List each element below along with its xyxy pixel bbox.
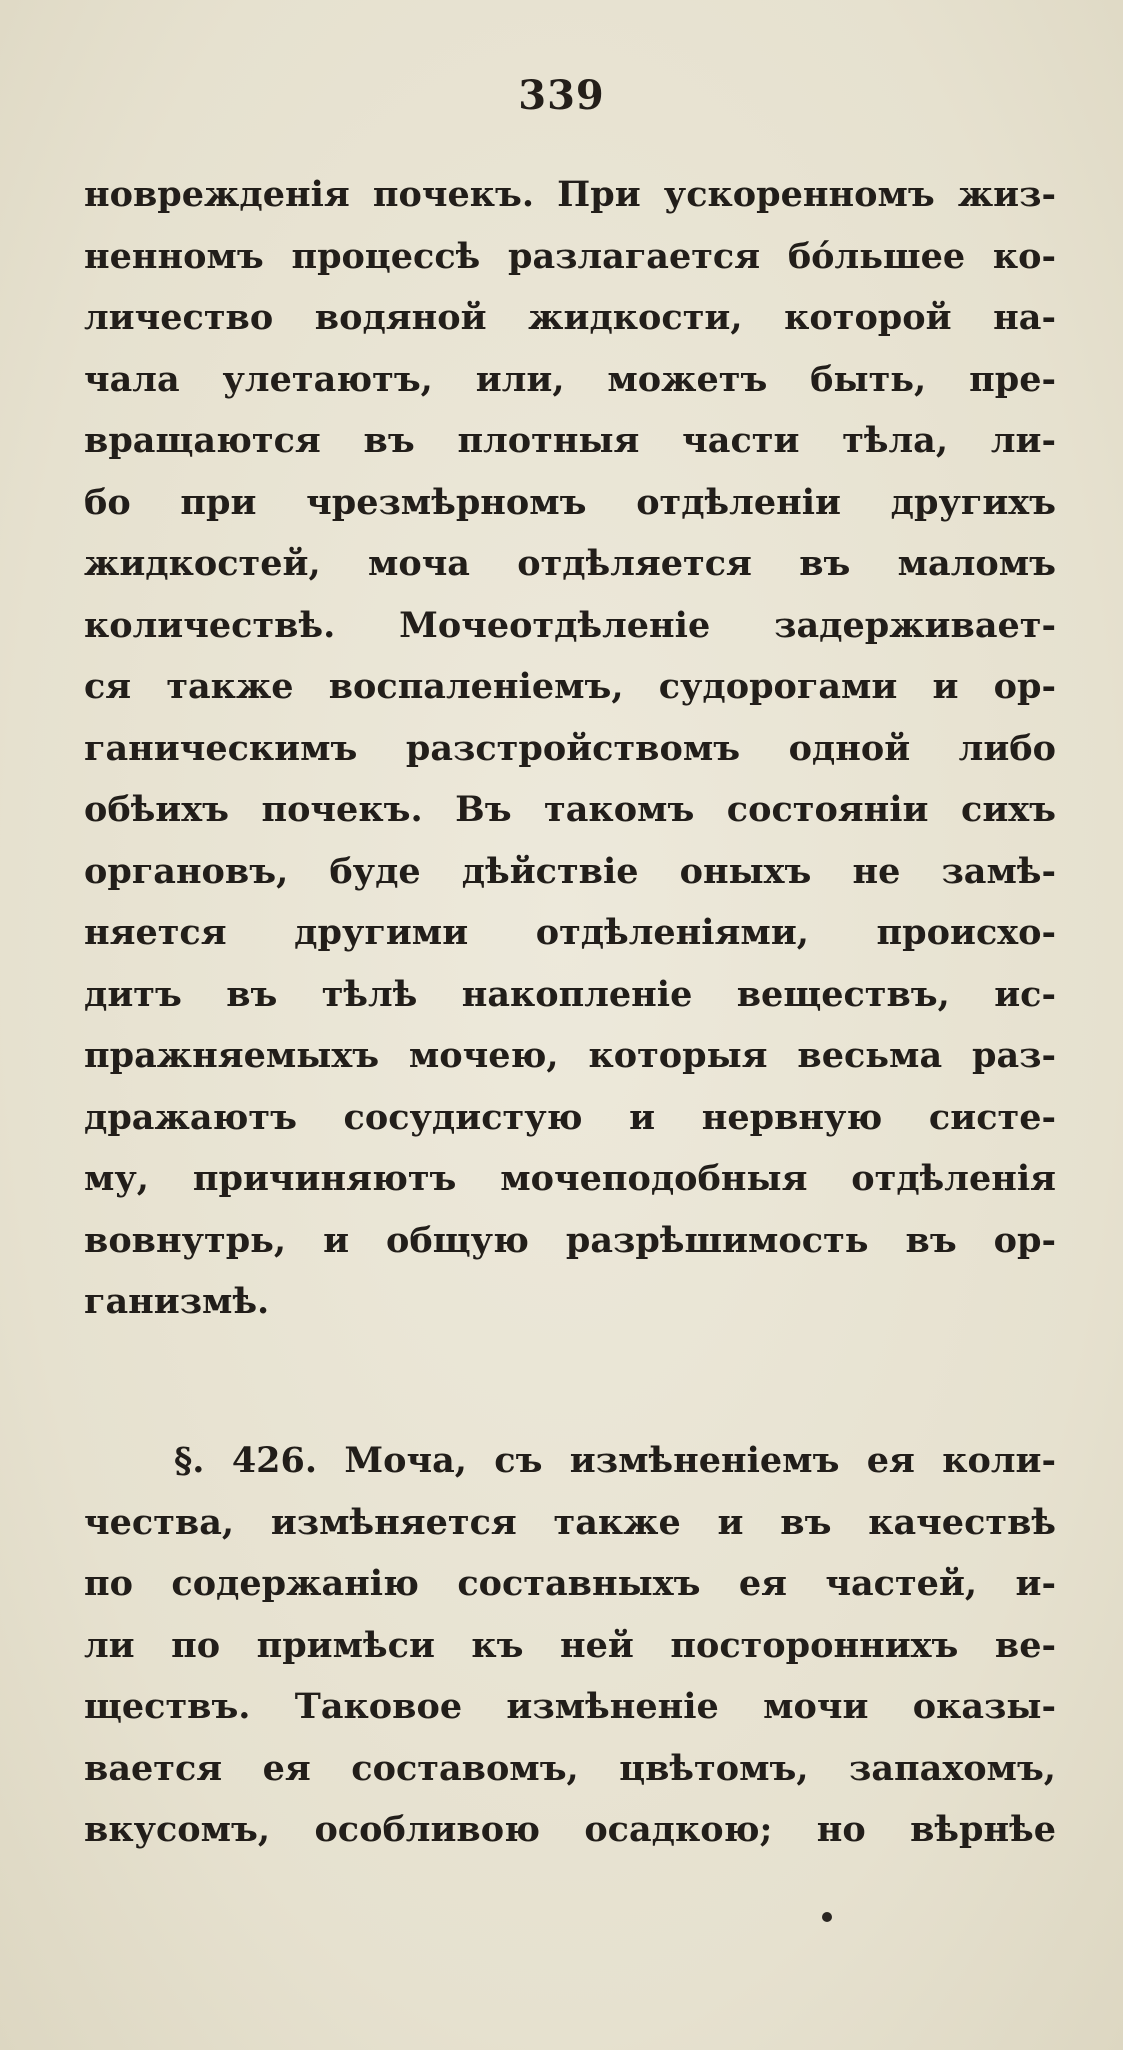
text-line: пражняемыхъ мочею, которыя весьма раз-: [84, 1035, 1056, 1076]
text-line: дитъ въ тѣлѣ накопленіе веществъ, ис-: [84, 973, 1056, 1015]
text-line: чества, измѣняется также и въ качествѣ: [84, 1501, 1056, 1543]
text-line: вовнутрь, и общую разрѣшимость въ ор-: [84, 1219, 1056, 1261]
text-line: ли по примѣси къ ней постороннихъ ве-: [84, 1624, 1056, 1666]
text-line: вается ея составомъ, цвѣтомъ, запахомъ,: [84, 1747, 1056, 1789]
text-line: бо при чрезмѣрномъ отдѣленіи другихъ: [84, 481, 1056, 523]
text-line: по содержанію составныхъ ея частей, и-: [84, 1563, 1056, 1604]
text-line: количествѣ. Мочеотдѣленіе задерживает-: [84, 604, 1056, 646]
text-line: вращаются въ плотныя части тѣла, ли-: [84, 420, 1056, 461]
text-line: жидкостей, моча отдѣляется въ маломъ: [84, 543, 1056, 584]
text-line: обѣихъ почекъ. Въ такомъ состояніи сихъ: [84, 789, 1056, 830]
text-line: няется другими отдѣленіями, происхо-: [84, 912, 1056, 953]
page-number: 339: [518, 72, 605, 119]
text-line: ществъ. Таковое измѣненіе мочи оказы-: [84, 1686, 1056, 1727]
signature-mark: [822, 1912, 832, 1922]
text-line: органовъ, буде дѣйствіе оныхъ не замѣ-: [84, 850, 1056, 892]
text-line: чала улетаютъ, или, можетъ быть, пре-: [84, 358, 1056, 400]
text-line: дражаютъ сосудистую и нервную систе-: [84, 1096, 1056, 1138]
text-line: новрежденія почекъ. При ускоренномъ жиз-: [84, 174, 1056, 215]
text-line: ганическимъ разстройствомъ одной либо: [84, 727, 1056, 769]
text-line: ненномъ процессѣ разлагается бóльшее ко-: [84, 235, 1056, 277]
section-heading-line: §. 426. Моча, съ измѣненіемъ ея коли-: [174, 1440, 1056, 1481]
text-line: вкусомъ, особливою осадкою; но вѣрнѣе: [84, 1809, 1056, 1850]
text-line: личество водяной жидкости, которой на-: [84, 297, 1056, 338]
text-line: ганизмѣ.: [84, 1281, 270, 1322]
paragraph-1: [84, 164, 1056, 1333]
text-line: му, причиняютъ мочеподобныя отдѣленія: [84, 1158, 1056, 1199]
paragraph-2: [84, 1430, 1056, 1861]
text-line: ся также воспаленіемъ, судорогами и ор-: [84, 666, 1056, 707]
